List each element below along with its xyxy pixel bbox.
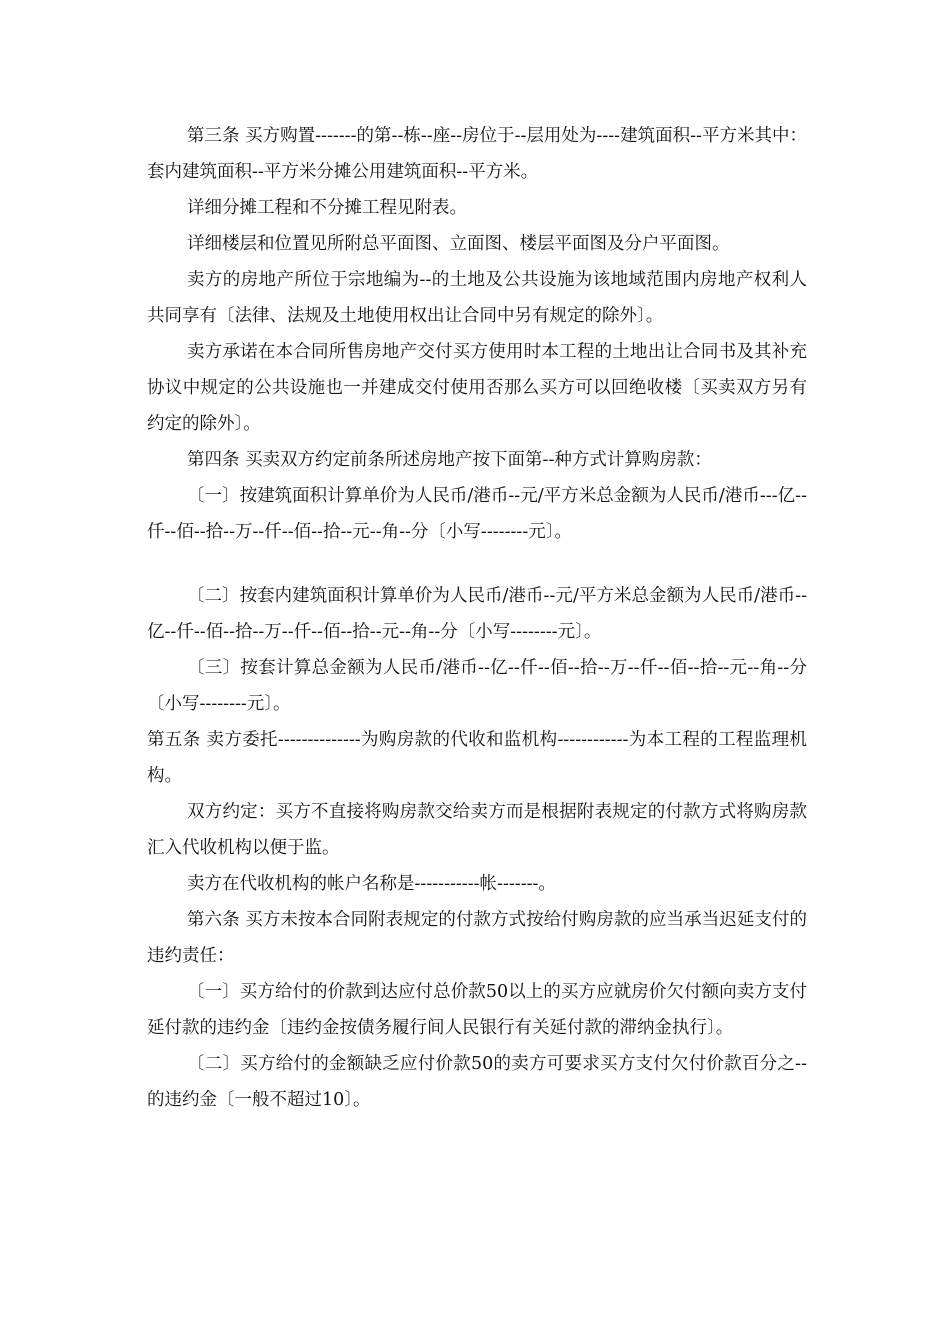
- breach-clause-2: 〔二〕买方给付的金额缺乏应付价款50的卖方可要求买方支付欠付价款百分之--的违约金〔一般不超过10〕。: [147, 1054, 807, 1110]
- article-6-paragraph: 第六条 买方未按本合同附表规定的付款方式按给付购房款的应当承当迟延支付的违约责任：: [147, 910, 807, 966]
- seller-promise-paragraph: 卖方承诺在本合同所售房地产交付买方使用时本工程的土地出让合同书及其补充协议中规定的公共设施也一并建成交付使用否那么买方可以回绝收楼〔买卖双方另有约定的除外〕。: [147, 342, 807, 434]
- pricing-method-2: 〔二〕按套内建筑面积计算单价为人民币/港币--元/平方米总金额为人民币/港币--亿--仟--佰--拾--万--仟--佰--拾--元--角--分〔小写--------元〕。: [147, 586, 807, 642]
- account-name-paragraph: 卖方在代收机构的帐户名称是-----------帐-------。: [187, 874, 556, 894]
- pricing-method-1: 〔一〕按建筑面积计算单价为人民币/港币--元/平方米总金额为人民币/港币---亿--仟--佰--拾--万--仟--佰--拾--元--角--分〔小写--------元〕。: [147, 486, 807, 542]
- payment-agreement-paragraph: 双方约定：买方不直接将购房款交给卖方而是根据附表规定的付款方式将购房款汇入代收机构以便于监。: [147, 802, 807, 858]
- pricing-method-3: 〔三〕按套计算总金额为人民币/港币--亿--仟--佰--拾--万--仟--佰--拾--元--角--分〔小写--------元〕。: [147, 658, 807, 714]
- land-rights-paragraph: 卖方的房地产所位于宗地编为--的土地及公共设施为该地域范围内房地产权利人共同享有〔法律、法规及土地使用权出让合同中另有规定的除外〕。: [147, 270, 807, 326]
- floor-plan-note: 详细楼层和位置见所附总平面图、立面图、楼层平面图及分户平面图。: [187, 234, 730, 254]
- document-body: [147, 118, 807, 1118]
- shared-items-note: 详细分摊工程和不分摊工程见附表。: [187, 198, 467, 218]
- article-3-paragraph: 第三条 买方购置-------的第--栋--座--房位于--层用处为----建筑面积--平方米其中：套内建筑面积--平方米分摊公用建筑面积--平方米。: [147, 126, 807, 182]
- breach-clause-1: 〔一〕买方给付的价款到达应付总价款50以上的买方应就房价欠付额向卖方支付延付款的违约金〔违约金按债务履行间人民银行有关延付款的滞纳金执行〕。: [147, 982, 807, 1038]
- article-5-paragraph: 第五条 卖方委托--------------为购房款的代收和监机构------------为本工程的工程监理机构。: [147, 730, 807, 786]
- article-4-paragraph: 第四条 买卖双方约定前条所述房地产按下面第--种方式计算购房款：: [187, 450, 712, 470]
- blank-gap: [147, 550, 807, 578]
